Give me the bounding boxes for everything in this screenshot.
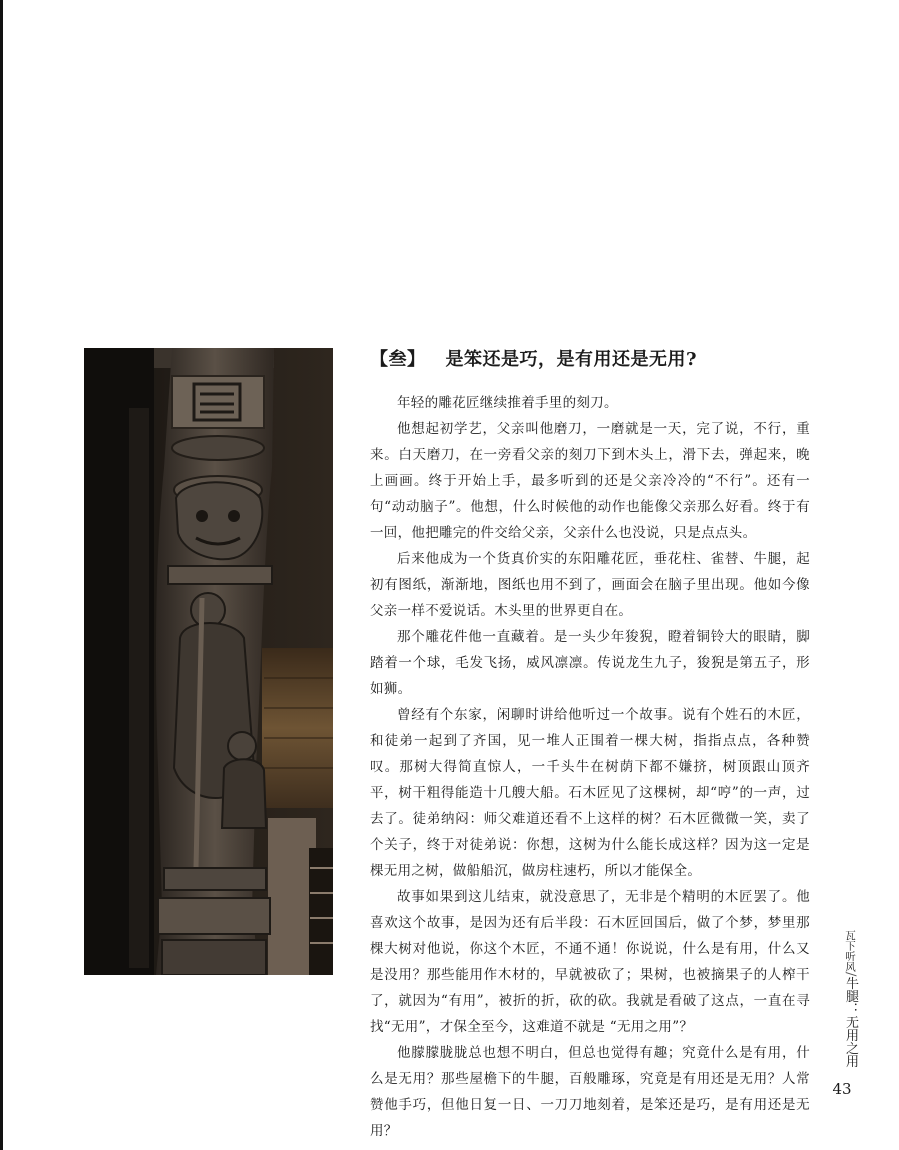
paragraph: 后来他成为一个货真价实的东阳雕花匠，垂花柱、雀替、牛腿，起初有图纸，渐渐地，图纸也用不到了，画面会在脑子里出现。他如今像父亲一样不爱说话。木头里的世界更自在。 [370,551,810,619]
carved-bracket-photo [84,348,333,975]
paragraph: 那个雕花件他一直藏着。是一头少年狻猊，瞪着铜铃大的眼睛，脚踏着一个球，毛发飞扬，威风凛凛。传说龙生九子，狻猊是第五子，形如狮。 [370,629,810,697]
running-head [820,930,860,1068]
page-gutter-edge [0,0,3,1150]
article-body [370,390,810,1144]
section-number: 【叁】 [370,349,426,370]
running-head-series: 瓦下听风 [844,930,856,972]
section-title: 是笨还是巧，是有用还是无用? [445,349,698,370]
running-head-separator: / [843,972,858,977]
page-number: 43 [832,1080,852,1098]
section-heading [370,345,810,375]
paragraph: 年轻的雕花匠继续推着手里的刻刀。 [397,395,618,411]
running-head-title: 牛腿：无用之用 [843,976,858,1068]
paragraph: 他朦朦胧胧总也想不明白，但总也觉得有趣；究竟什么是有用，什么是无用？那些屋檐下的牛腿，百般雕琢，究竟是有用还是无用？人常赞他手巧，但他日复一日、一刀刀地刻着，是笨还是巧，是有用还是无用？ [370,1045,810,1139]
paragraph: 故事如果到这儿结束，就没意思了，无非是个精明的木匠罢了。他喜欢这个故事，是因为还有后半段：石木匠回国后，做了个梦，梦里那棵大树对他说，你这个木匠，不通不通！你说说，什么是有用，什么又是没用？那些能用作木材的，早就被砍了；果树，也被摘果子的人榨干了，就因为“有用”，被折的折，砍的砍。我就是看破了这点，一直在寻找“无用”，才保全至今，这难道不就是 “无用之用”？ [370,889,810,1035]
paragraph: 他想起初学艺，父亲叫他磨刀，一磨就是一天，完了说，不行，重来。白天磨刀，在一旁看父亲的刻刀下到木头上，滑下去，弹起来，晚上画画。终于开始上手，最多听到的还是父亲冷冷的“不行”。还有一句“动动脑子”。他想，什么时候他的动作也能像父亲那么好看。终于有一回，他把雕完的件交给父亲，父亲什么也没说，只是点点头。 [370,421,810,541]
paragraph: 曾经有个东家，闲聊时讲给他听过一个故事。说有个姓石的木匠，和徒弟一起到了齐国，见一堆人正围着一棵大树，指指点点，各种赞叹。那树大得简直惊人，一千头牛在树荫下都不嫌挤，树顶跟山顶齐平，树干粗得能造十几艘大船。石木匠见了这棵树，却“哼”的一声，过去了。徒弟纳闷：师父难道还看不上这样的树？石木匠微微一笑，卖了个关子，终于对徒弟说：你想，这树为什么能长成这样？因为这一定是棵无用之树，做船船沉，做房柱速朽，所以才能保全。 [370,707,810,879]
